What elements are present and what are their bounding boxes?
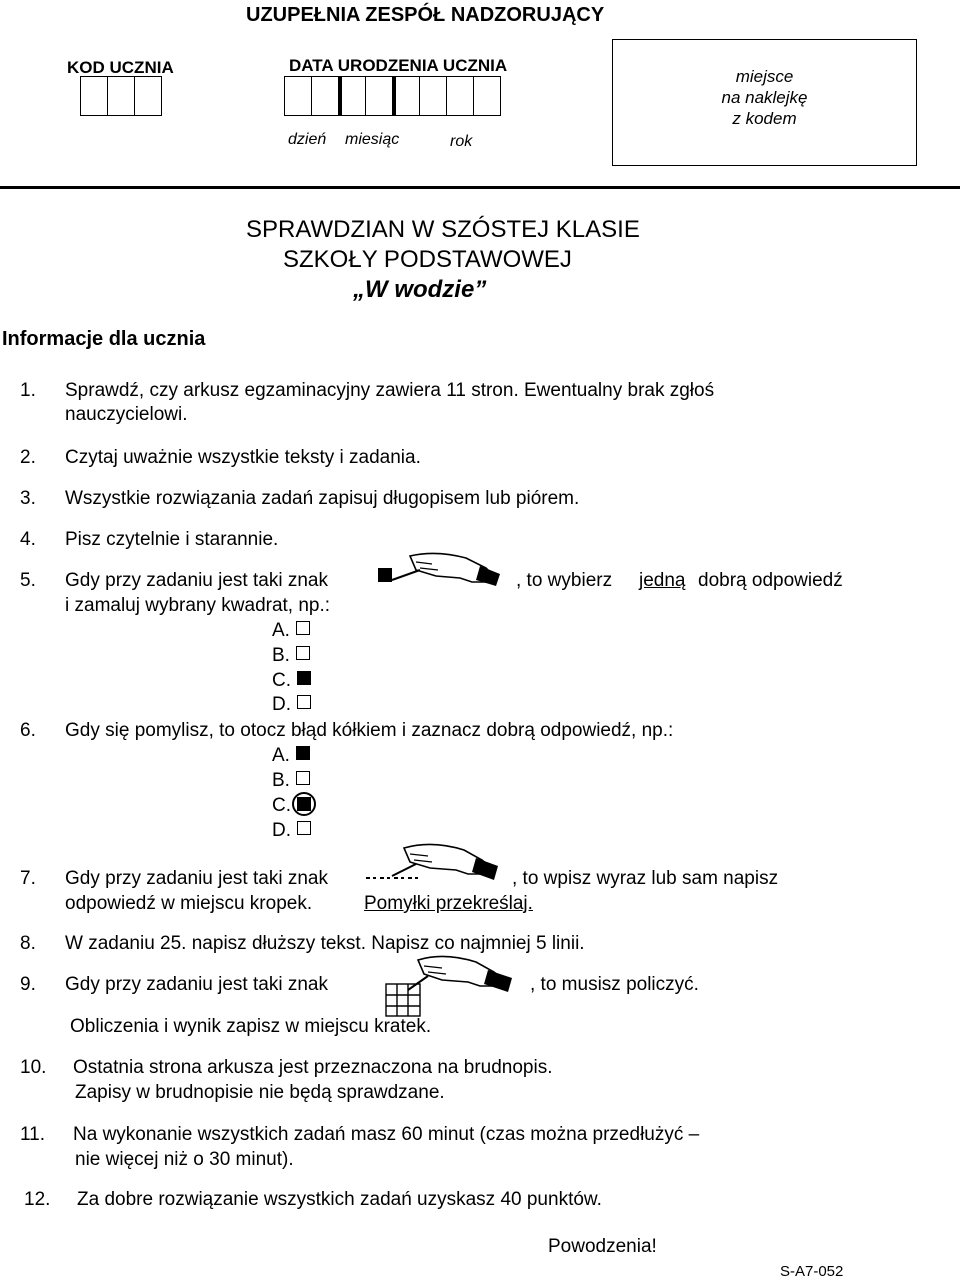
instr-7-underlined: Pomyłki przekreślaj.: [364, 893, 533, 914]
example1-option-a: A.: [272, 618, 310, 644]
instr-9-part1: Gdy przy zadaniu jest taki znak: [65, 974, 328, 995]
exam-title-line2: SZKOŁY PODSTAWOWEJ: [283, 246, 572, 273]
instr-12-number: 12.: [24, 1189, 51, 1210]
checkbox-empty: [297, 695, 311, 709]
code-sticker-area: [612, 39, 917, 166]
instr-2-text: Czytaj uważnie wszystkie teksty i zadania.: [65, 447, 421, 468]
instr-11-number: 11.: [20, 1124, 46, 1145]
checkbox-empty: [296, 621, 310, 635]
circled-checkbox-icon: [292, 792, 316, 816]
supervisor-label: UZUPEŁNIA ZESPÓŁ NADZORUJĄCY: [246, 4, 605, 26]
sheet-code: S-A7-052: [780, 1263, 844, 1280]
checkbox-filled: [296, 746, 310, 760]
example1-option-b: B.: [272, 643, 310, 669]
instr-11-line1: Na wykonanie wszystkich zadań masz 60 minut (czas można przedłużyć –: [73, 1124, 700, 1145]
example1-option-d: D.: [272, 692, 311, 718]
info-heading: Informacje dla ucznia: [2, 328, 206, 350]
instr-9-number: 9.: [20, 974, 36, 995]
instr-7-number: 7.: [20, 868, 36, 889]
instr-5-part2: , to wybierz: [516, 570, 613, 591]
birth-date-label: DATA URODZENIA UCZNIA: [289, 56, 508, 75]
instr-10-number: 10.: [20, 1057, 47, 1078]
day-box-1[interactable]: [284, 76, 312, 116]
checkbox-empty: [297, 821, 311, 835]
instr-5-number: 5.: [20, 570, 36, 591]
good-luck-text: Powodzenia!: [548, 1236, 657, 1257]
example2-option-c: C.: [272, 792, 316, 819]
year-box-4[interactable]: [473, 76, 501, 116]
example2-option-b: B.: [272, 768, 310, 794]
month-label: miesiąc: [345, 131, 400, 148]
pen-hand-square-icon: [376, 548, 506, 592]
example1-option-c: C.: [272, 668, 311, 694]
sticker-line-1: miejsce: [735, 67, 794, 86]
pen-hand-grid-icon: [382, 950, 518, 1020]
checkbox-empty: [296, 771, 310, 785]
student-code-boxes[interactable]: [80, 76, 161, 116]
exam-subtitle: „W wodzie”: [353, 276, 487, 303]
example2-option-d: D.: [272, 818, 311, 844]
year-box-1[interactable]: [392, 76, 420, 116]
instr-2-number: 2.: [20, 447, 36, 468]
sticker-line-3: z kodem: [732, 109, 797, 128]
example2-option-a: A.: [272, 743, 310, 769]
instr-5-part3: dobrą odpowiedź: [698, 570, 843, 591]
day-box-2[interactable]: [311, 76, 339, 116]
month-box-1[interactable]: [338, 76, 366, 116]
instr-7-part2: , to wpisz wyraz lub sam napisz: [512, 868, 779, 889]
header-divider: [0, 186, 960, 189]
instr-7-part1: Gdy przy zadaniu jest taki znak: [65, 868, 328, 889]
instr-4-text: Pisz czytelnie i starannie.: [65, 529, 279, 550]
exam-title-line1: SPRAWDZIAN W SZÓSTEJ KLASIE: [246, 216, 640, 243]
instr-11-line2: nie więcej niż o 30 minut).: [75, 1149, 294, 1170]
instr-1-line2: nauczycielowi.: [65, 404, 188, 425]
instr-5-underlined: jedną: [639, 570, 686, 591]
month-box-2[interactable]: [365, 76, 393, 116]
student-code-label: KOD UCZNIA: [67, 58, 174, 77]
code-box-2[interactable]: [107, 76, 135, 116]
instr-4-number: 4.: [20, 529, 36, 550]
instr-5-part1: Gdy przy zadaniu jest taki znak: [65, 570, 328, 591]
code-box-3[interactable]: [134, 76, 162, 116]
year-box-3[interactable]: [446, 76, 474, 116]
instr-3-number: 3.: [20, 488, 36, 509]
instr-8-number: 8.: [20, 933, 36, 954]
instr-10-line1: Ostatnia strona arkusza jest przeznaczona na brudnopis.: [73, 1057, 553, 1078]
checkbox-filled: [297, 671, 311, 685]
instr-3-text: Wszystkie rozwiązania zadań zapisuj długopisem lub piórem.: [65, 488, 580, 509]
sticker-line-2: na naklejkę: [721, 88, 808, 107]
year-label: rok: [450, 133, 473, 150]
instr-8-text: W zadaniu 25. napisz dłuższy tekst. Napisz co najmniej 5 linii.: [65, 933, 585, 954]
year-box-2[interactable]: [419, 76, 447, 116]
instr-12-text: Za dobre rozwiązanie wszystkich zadań uzyskasz 40 punktów.: [77, 1189, 602, 1210]
birth-date-boxes[interactable]: [284, 76, 500, 116]
instr-5-line2: i zamaluj wybrany kwadrat, np.:: [65, 595, 331, 616]
instr-9-part2: , to musisz policzyć.: [530, 974, 699, 995]
instr-6-number: 6.: [20, 720, 36, 741]
instr-7-line2: odpowiedź w miejscu kropek.: [65, 893, 313, 914]
day-label: dzień: [288, 131, 327, 148]
instr-9-line2: Obliczenia i wynik zapisz w miejscu kratek.: [70, 1016, 432, 1037]
instr-1-line1: Sprawdź, czy arkusz egzaminacyjny zawiera 11 stron. Ewentualny brak zgłoś: [65, 380, 715, 401]
pen-hand-dots-icon: [364, 836, 504, 888]
instr-10-line2: Zapisy w brudnopisie nie będą sprawdzane.: [75, 1082, 445, 1103]
code-box-1[interactable]: [80, 76, 108, 116]
instr-6-text: Gdy się pomylisz, to otocz błąd kółkiem i zaznacz dobrą odpowiedź, np.:: [65, 720, 674, 741]
instr-1-number: 1.: [20, 380, 36, 401]
checkbox-empty: [296, 646, 310, 660]
